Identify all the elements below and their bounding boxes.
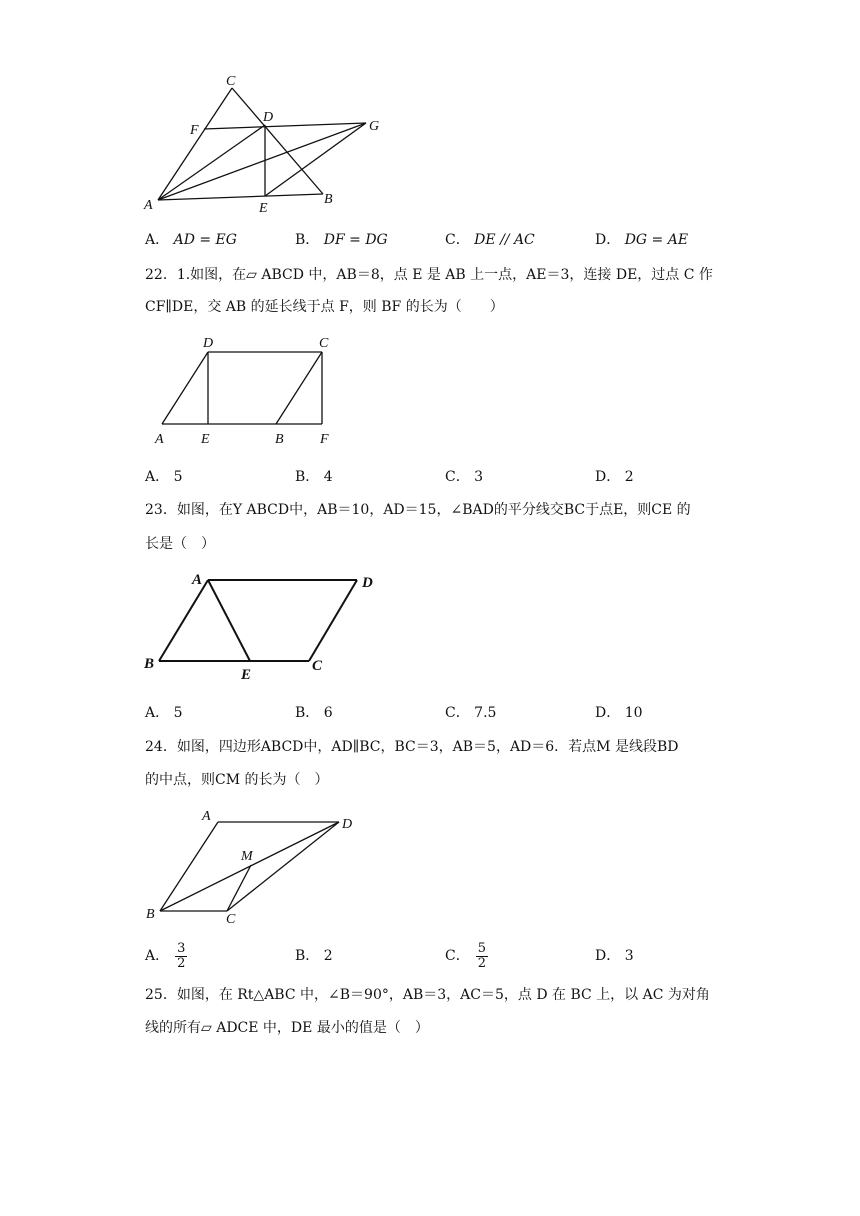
- q24-option-c: C． $\frac{5}{2}$: [445, 940, 486, 971]
- label-C: C: [226, 912, 236, 927]
- q21-option-c: C． DE // AC: [445, 232, 535, 248]
- label-A: A: [144, 198, 153, 213]
- q22-option-c: C． 3: [445, 469, 484, 485]
- label-G: G: [369, 119, 380, 134]
- q22-option-b: B． 4: [295, 469, 333, 485]
- figure-q22: [145, 332, 345, 452]
- q23-option-a: A． 5: [145, 705, 183, 721]
- label-F: F: [320, 432, 329, 447]
- q24-option-d: D． 3: [595, 948, 634, 964]
- label-B: B: [146, 907, 155, 922]
- label-C: C: [312, 658, 323, 674]
- q25-text-line2: 线的所有▱ ADCE 中，DE 最小的值是（ ）: [145, 1020, 429, 1036]
- label-M: M: [241, 849, 253, 864]
- label-F: F: [190, 123, 199, 138]
- q23-option-d: D． 10: [595, 705, 643, 721]
- label-D: D: [342, 817, 353, 832]
- label-E: E: [259, 201, 268, 216]
- q22-option-a: A． 5: [145, 469, 183, 485]
- label-D: D: [263, 110, 274, 125]
- label-B: B: [144, 656, 155, 672]
- q23-text-line1: 23．如图，在Y ABCD中，AB＝10，AD＝15，∠BAD的平分线交BC于点E，则CE 的: [145, 502, 691, 518]
- q22-option-d: D． 2: [595, 469, 634, 485]
- label-A: A: [202, 809, 211, 824]
- q22-text-line1: 22．1.如图，在▱ ABCD 中，AB＝8，点 E 是 AB 上一点，AE＝3，连接 DE，过点 C 作: [145, 267, 713, 283]
- label-A: A: [192, 572, 203, 588]
- label-C: C: [319, 336, 329, 351]
- q21-option-b: B． DF = DG: [295, 232, 388, 248]
- fraction: $\frac{5}{2}$: [477, 940, 486, 971]
- q25-text-line1: 25．如图，在 Rt△ABC 中，∠B＝90°，AB＝3，AC＝5，点 D 在 BC 上，以 AC 为对角: [145, 987, 710, 1003]
- label-B: B: [324, 192, 333, 207]
- figure-q24: [140, 805, 370, 930]
- fraction: $\frac{3}{2}$: [177, 940, 186, 971]
- q21-option-a: A． AD = EG: [145, 232, 237, 248]
- figure-q21: [140, 70, 400, 220]
- label-C: C: [226, 74, 236, 89]
- q23-option-c: C． 7.5: [445, 705, 497, 721]
- label-D: D: [203, 336, 214, 351]
- q24-option-a: A． $\frac{3}{2}$: [145, 940, 186, 971]
- q24-option-b: B． 2: [295, 948, 333, 964]
- label-E: E: [201, 432, 210, 447]
- q21-option-d: D． DG = AE: [595, 232, 689, 248]
- q23-option-b: B． 6: [295, 705, 333, 721]
- q24-text-line2: 的中点，则CM 的长为（ ）: [145, 772, 329, 788]
- figure-q23: [140, 566, 390, 686]
- label-B: B: [275, 432, 284, 447]
- label-E: E: [241, 667, 252, 683]
- q23-text-line2: 长是（ ）: [145, 536, 215, 552]
- label-A: A: [155, 432, 164, 447]
- q24-text-line1: 24．如图，四边形ABCD中，AD∥BC，BC＝3，AB＝5，AD＝6．若点M 是线段BD: [145, 739, 679, 755]
- q22-text-line2: CF∥DE，交 AB 的延长线于点 F，则 BF 的长为（ ）: [145, 299, 504, 315]
- label-D: D: [362, 575, 373, 591]
